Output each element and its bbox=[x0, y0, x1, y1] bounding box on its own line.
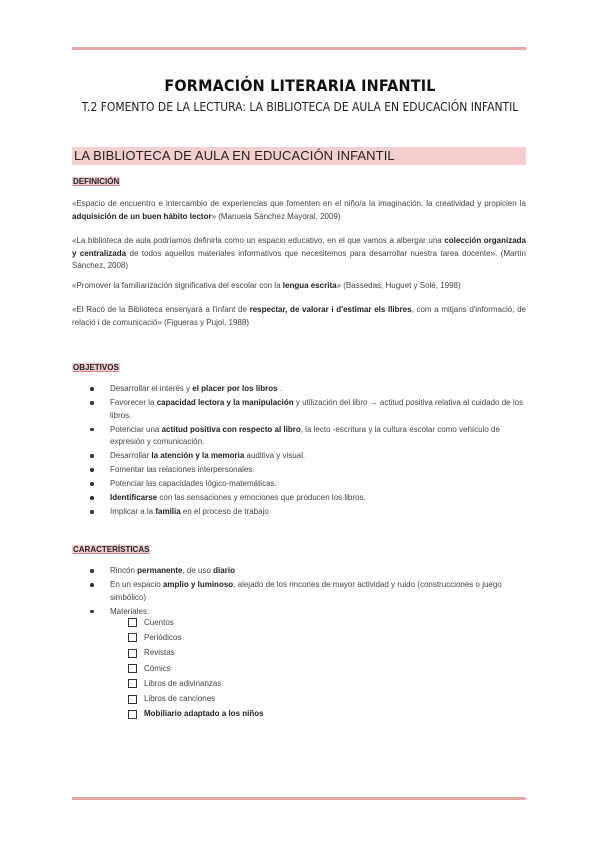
list-item: Materiales: bbox=[72, 606, 526, 619]
objetivos-list bbox=[72, 383, 526, 520]
list-item: Fomentar las relaciones interpersonales. bbox=[72, 464, 526, 477]
checkbox-icon[interactable] bbox=[128, 695, 137, 704]
document-subtitle: T.2 FOMENTO DE LA LECTURA: LA BIBLIOTECA DE AULA EN EDUCACIÓN INFANTIL bbox=[81, 99, 519, 114]
checklist-item: Periódicos bbox=[128, 630, 264, 645]
checkbox-icon[interactable] bbox=[128, 710, 137, 719]
checkbox-icon[interactable] bbox=[128, 618, 137, 627]
list-item: En un espacio amplio y luminoso, alejado de los rincones de mayor actividad y ruido (construcciones o juego simbólico) bbox=[72, 579, 526, 604]
checkbox-icon[interactable] bbox=[128, 664, 137, 673]
list-item: Potenciar las capacidades lógico-matemáticas. bbox=[72, 478, 526, 491]
checkbox-icon[interactable] bbox=[128, 649, 137, 658]
list-item: Rincón permanente, de uso diario bbox=[72, 565, 526, 578]
top-divider bbox=[72, 47, 526, 50]
heading-objetivos: OBJETIVOS bbox=[73, 363, 119, 372]
checklist-item: Cómics bbox=[128, 661, 264, 676]
definition-quote-3: «Promover la familiarización significativa del escolar con la lengua escrita» (Bassedas, Huguet y Solé, 1998) bbox=[72, 281, 461, 290]
section-title-bar bbox=[72, 147, 526, 165]
definition-quote-4: «El Racó de la Biblioteca ensenyarà a l'infant de respectar, de valorar i d'estimar els llibres, com a mitjans d'informació, de relació i de comunicació» (Figueras y Pujol, 1988) bbox=[72, 305, 526, 327]
list-item: Desarrollar el interés y el placer por los libros . bbox=[72, 383, 526, 396]
list-item: Desarrollar la atención y la memoria auditiva y visual. bbox=[72, 450, 526, 463]
checklist-item: Mobiliario adaptado a los niños bbox=[128, 707, 264, 722]
list-item: Implicar a la familia en el proceso de trabajo bbox=[72, 506, 526, 519]
checkbox-icon[interactable] bbox=[128, 633, 137, 642]
list-item: Favorecer la capacidad lectora y la manipulación y utilización del libro → actitud positiva relativa al cuidado de los libros. bbox=[72, 397, 526, 422]
definition-quote-2: «La biblioteca de aula podríamos definirla como un espacio educativo, en el que vamos a albergar una colección organizada y centralizada de todos aquellos materiales informativos que necesitemos para desarrollar nuestra tarea docente». (Martín Sánchez, 2008) bbox=[72, 236, 526, 270]
checklist-item: Revistas bbox=[128, 646, 264, 661]
checklist-item: Libros de canciones bbox=[128, 691, 264, 706]
section-title: LA BIBLIOTECA DE AULA EN EDUCACIÓN INFANTIL bbox=[74, 148, 395, 163]
checkbox-icon[interactable] bbox=[128, 679, 137, 688]
list-item: Identificarse con las sensaciones y emociones que producen los libros. bbox=[72, 492, 526, 505]
checklist-item: Libros de adivinanzas bbox=[128, 676, 264, 691]
caracteristicas-list bbox=[72, 565, 526, 620]
document-title: FORMACIÓN LITERARIA INFANTIL bbox=[164, 76, 436, 95]
heading-caracteristicas: CARACTERÍSTICAS bbox=[73, 545, 150, 554]
definition-quote-1: «Espacio de encuentro e intercambio de experiencias que fomenten en el niño/a la imaginación, la creatividad y propicien la adquisición de un buen hábito lector» (Manuela Sánchez Mayoral, 2009) bbox=[72, 199, 526, 221]
list-item: Potenciar una actitud positiva con respecto al libro, la lecto -escritura y la cultura escolar como vehículo de expresión y comunicación. bbox=[72, 424, 526, 449]
heading-definicion: DEFINICIÓN bbox=[73, 177, 120, 186]
bottom-divider bbox=[72, 797, 526, 800]
checklist-item: Cuentos bbox=[128, 615, 264, 630]
materiales-checklist bbox=[128, 615, 264, 722]
